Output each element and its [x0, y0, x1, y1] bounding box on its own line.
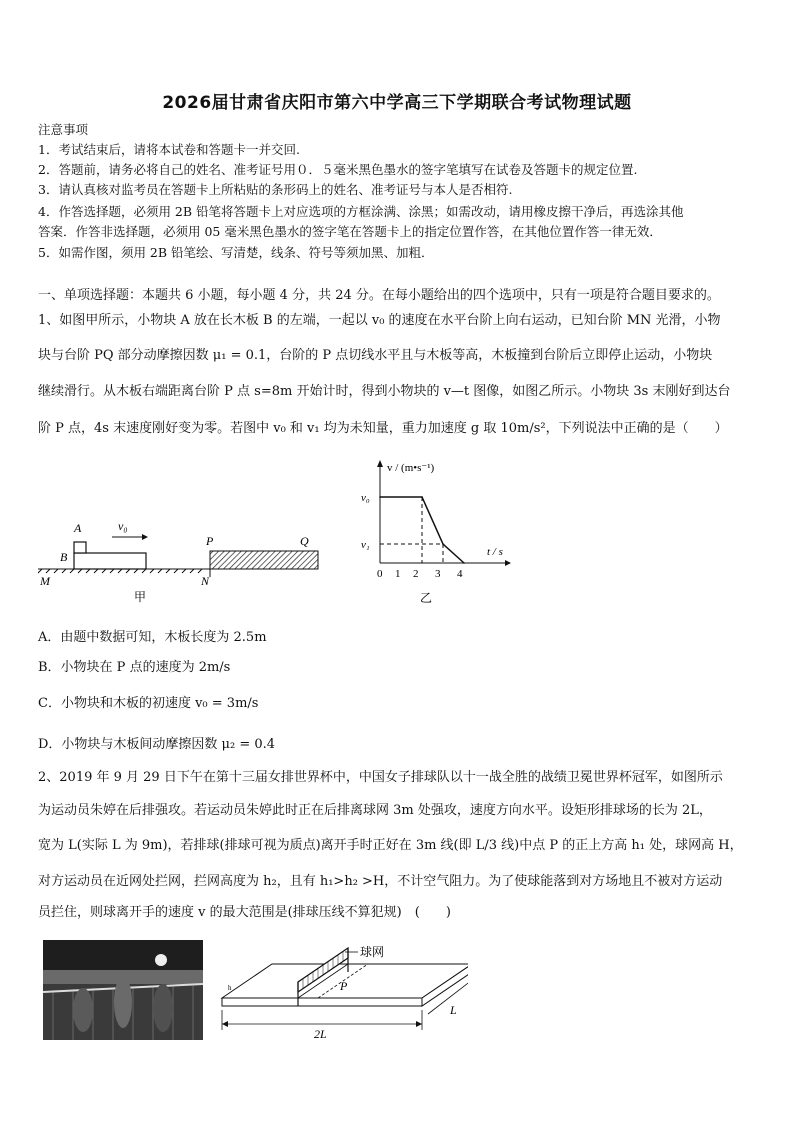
q2-text-line: 对方运动员在近网处拦网，拦网高度为 h₂，且有 h₁>h₂ >H，不计空气阻力。为了使球能落到对方场地且不被对方运动 [38, 874, 723, 889]
label-p-court: P [340, 979, 348, 993]
x-axis-label: t / s [487, 546, 503, 558]
q1-text-line: 块与台阶 PQ 部分动摩擦因数 μ₁ = 0.1，台阶的 P 点切线水平且与木板等高，木板撞到台阶后立即停止运动，小物块 [38, 348, 713, 363]
label-2l: 2L [314, 1027, 327, 1040]
label-m: M [40, 574, 50, 588]
vt-point [442, 543, 444, 545]
q2-text-line: 2、2019 年 9 月 29 日下午在第十三届女排世界杯中，中国女子排球队以十一战全胜的战绩卫冕世界杯冠军，如图所示 [38, 770, 723, 785]
q1-option-c: C．小物块和木板的初速度 v₀ = 3m/s [38, 696, 259, 711]
label-b: B [60, 550, 68, 564]
court-diagram [218, 940, 468, 1040]
notice-item: 1．考试结束后，请将本试卷和答题卡一并交回. [38, 142, 300, 157]
tick-label: 0 [377, 568, 383, 580]
section-heading: 一、单项选择题：本题共 6 小题，每小题 4 分，共 24 分。在每小题给出的四个选项中，只有一项是符合题目要求的。 [38, 288, 720, 303]
notice-item: 3．请认真核对监考员在答题卡上所粘贴的条形码上的姓名、准考证号与本人是否相符. [38, 182, 513, 197]
q2-text-line: 为运动员朱婷在后排强攻。若运动员朱婷此时正在后排离球网 3m 处强攻，速度方向水平。设矩形排球场的长为 2L， [38, 803, 712, 818]
q1-text-line: 继续滑行。从木板右端距离台阶 P 点 s=8m 开始计时，得到小物块的 v—t 图像，如图乙所示。小物块 3s 末刚好到达台 [38, 384, 731, 399]
y-axis-label: v / (m•s⁻¹) [387, 462, 435, 474]
q2-text-line: 宽为 L(实际 L 为 9m)，若排球(排球可视为质点)离开手时正好在 3m 线(即 L/3 线)中点 P 的正上方高 h₁ 处，球网高 H， [38, 838, 743, 853]
label-q: Q [300, 534, 309, 548]
notice-item: 4．作答选择题，必须用 2B 铅笔将答题卡上对应选项的方框涂满、涂黑；如需改动，请用橡皮擦干净后，再选涂其他 [38, 204, 684, 219]
notice-heading: 注意事项 [38, 122, 89, 137]
q1-text-line: 阶 P 点，4s 末速度刚好变为零。若图中 v₀ 和 v₁ 均为未知量，重力加速度 g 取 10m/s²，下列说法中正确的是（ ） [38, 421, 728, 436]
label-v1-axis: v₁ [361, 539, 370, 551]
label-net: 球网 [360, 945, 385, 959]
board-b [74, 553, 146, 569]
vt-point [421, 496, 423, 498]
q1-figure-left [38, 505, 328, 605]
page-title: 2026届甘肃省庆阳市第六中学高三下学期联合考试物理试题 [162, 93, 632, 113]
volleyball-photo [43, 940, 203, 1040]
tick-label: 2 [413, 568, 419, 580]
label-v0: v₀ [118, 519, 128, 533]
q1-option-d: D．小物块与木板间动摩擦因数 μ₂ = 0.4 [38, 737, 276, 752]
label-l: L [450, 1003, 457, 1017]
vt-point [463, 562, 465, 564]
notice-item: 答案．作答非选择题，必须用 05 毫米黑色墨水的签字笔在答题卡上的指定位置作答，在其他位置作答一律无效． [38, 224, 662, 239]
block-a [74, 542, 86, 553]
q1-figure-right [355, 455, 515, 605]
step-pq [210, 551, 318, 569]
label-small-mark: h [228, 984, 232, 992]
label-a: A [74, 521, 82, 535]
label-v0-axis: v₀ [361, 492, 370, 504]
label-n: N [201, 574, 210, 588]
caption-jia: 甲 [134, 590, 147, 604]
q1-option-b: B．小物块在 P 点的速度为 2m/s [38, 660, 231, 675]
tick-label: 4 [457, 568, 463, 580]
vt-point [379, 496, 381, 498]
notice-item: 5．如需作图，须用 2B 铅笔绘、写清楚，线条、符号等须加黑、加粗． [38, 245, 434, 260]
label-p: P [206, 534, 214, 548]
q1-option-a: A．由题中数据可知，木板长度为 2.5m [38, 630, 267, 645]
q2-text-line: 员拦住，则球离开手的速度 v 的最大范围是(排球压线不算犯规) ( ) [38, 905, 451, 920]
q1-text-line: 1、如图甲所示，小物块 A 放在长木板 B 的左端，一起以 v₀ 的速度在水平台阶上向右运动，已知台阶 MN 光滑，小物 [38, 313, 721, 328]
notice-item: 2．答题前，请务必将自己的姓名、准考证号用０．５毫米黑色墨水的签字笔填写在试卷及答题卡的规定位置. [38, 162, 638, 177]
tick-label: 1 [395, 568, 401, 580]
caption-yi: 乙 [420, 591, 433, 605]
tick-label: 3 [435, 568, 441, 580]
